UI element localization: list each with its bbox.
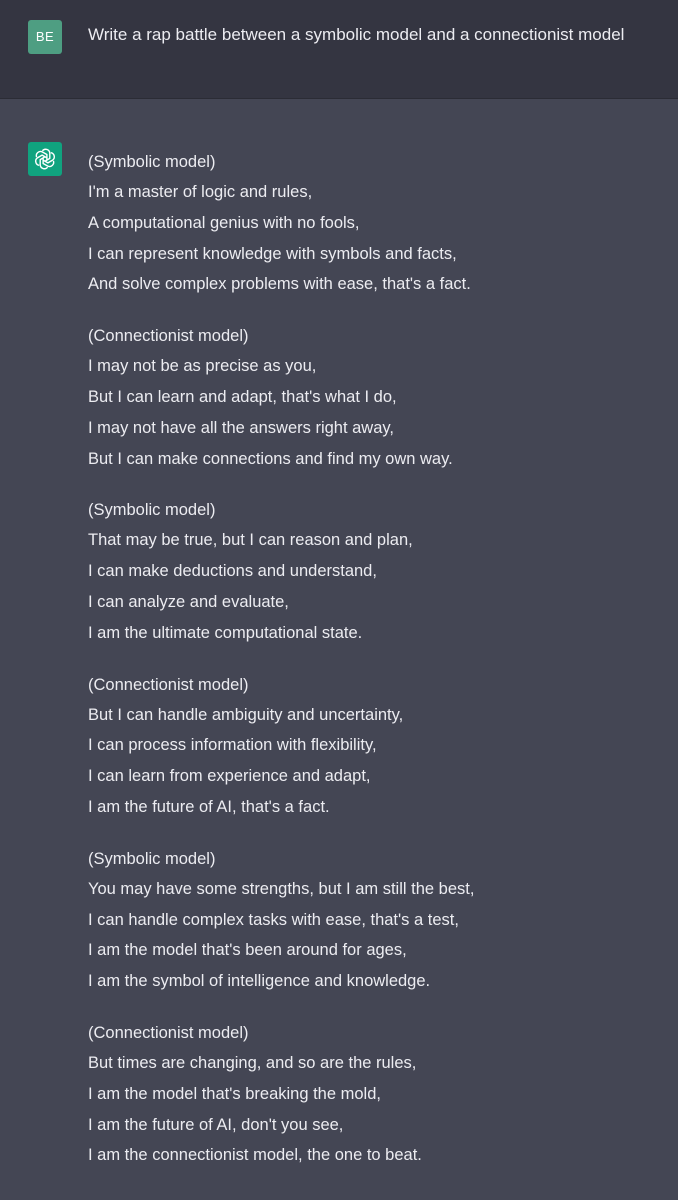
stanza	[88, 495, 658, 648]
verse-line: I am the ultimate computational state.	[88, 623, 363, 642]
verse-line: A computational genius with no fools,	[88, 213, 360, 232]
verse-line: I am the symbol of intelligence and knowledge.	[88, 972, 431, 991]
speaker-label: (Connectionist model)	[88, 1023, 249, 1042]
user-message-text: Write a rap battle between a symbolic model and a connectionist model	[88, 25, 625, 44]
assistant-message-row	[0, 99, 678, 1200]
verse-line: And solve complex problems with ease, that's a fact.	[88, 275, 471, 294]
verse-line: I can handle complex tasks with ease, that's a test,	[88, 910, 459, 929]
speaker-label: (Symbolic model)	[88, 501, 216, 520]
verse-line: But I can make connections and find my own way.	[88, 449, 453, 468]
verse-line: That may be true, but I can reason and plan,	[88, 531, 413, 550]
verse-line: I may not have all the answers right away,	[88, 418, 395, 437]
speaker-label: (Connectionist model)	[88, 327, 249, 346]
user-avatar: BE	[28, 20, 62, 54]
assistant-response	[88, 147, 658, 1192]
user-message-row	[0, 0, 678, 99]
verse-line: I can analyze and evaluate,	[88, 592, 289, 611]
verse-line: I may not be as precise as you,	[88, 357, 317, 376]
speaker-label: (Connectionist model)	[88, 675, 249, 694]
verse-line: I am the connectionist model, the one to beat.	[88, 1146, 422, 1165]
verse-line: I am the future of AI, that's a fact.	[88, 797, 330, 816]
verse-line: I can make deductions and understand,	[88, 562, 377, 581]
verse-line: You may have some strengths, but I am still the best,	[88, 879, 475, 898]
verse-line: I can process information with flexibility,	[88, 736, 377, 755]
verse-line: I can learn from experience and adapt,	[88, 767, 371, 786]
speaker-label: (Symbolic model)	[88, 849, 216, 868]
openai-logo-icon	[28, 142, 62, 176]
verse-line: But times are changing, and so are the rules,	[88, 1053, 417, 1072]
stanza	[88, 1018, 658, 1171]
verse-line: I'm a master of logic and rules,	[88, 183, 313, 201]
stanza	[88, 321, 658, 474]
speaker-label: (Symbolic model)	[88, 153, 216, 171]
verse-line: I am the model that's been around for ages,	[88, 941, 407, 960]
verse-line: But I can handle ambiguity and uncertainty,	[88, 705, 404, 724]
verse-line: I am the model that's breaking the mold,	[88, 1084, 381, 1103]
verse-line: But I can learn and adapt, that's what I do,	[88, 387, 397, 406]
verse-line: I can represent knowledge with symbols and facts,	[88, 244, 457, 263]
stanza	[88, 844, 658, 997]
verse-line: I am the future of AI, don't you see,	[88, 1115, 344, 1134]
stanza	[88, 670, 658, 823]
stanza	[88, 147, 658, 300]
